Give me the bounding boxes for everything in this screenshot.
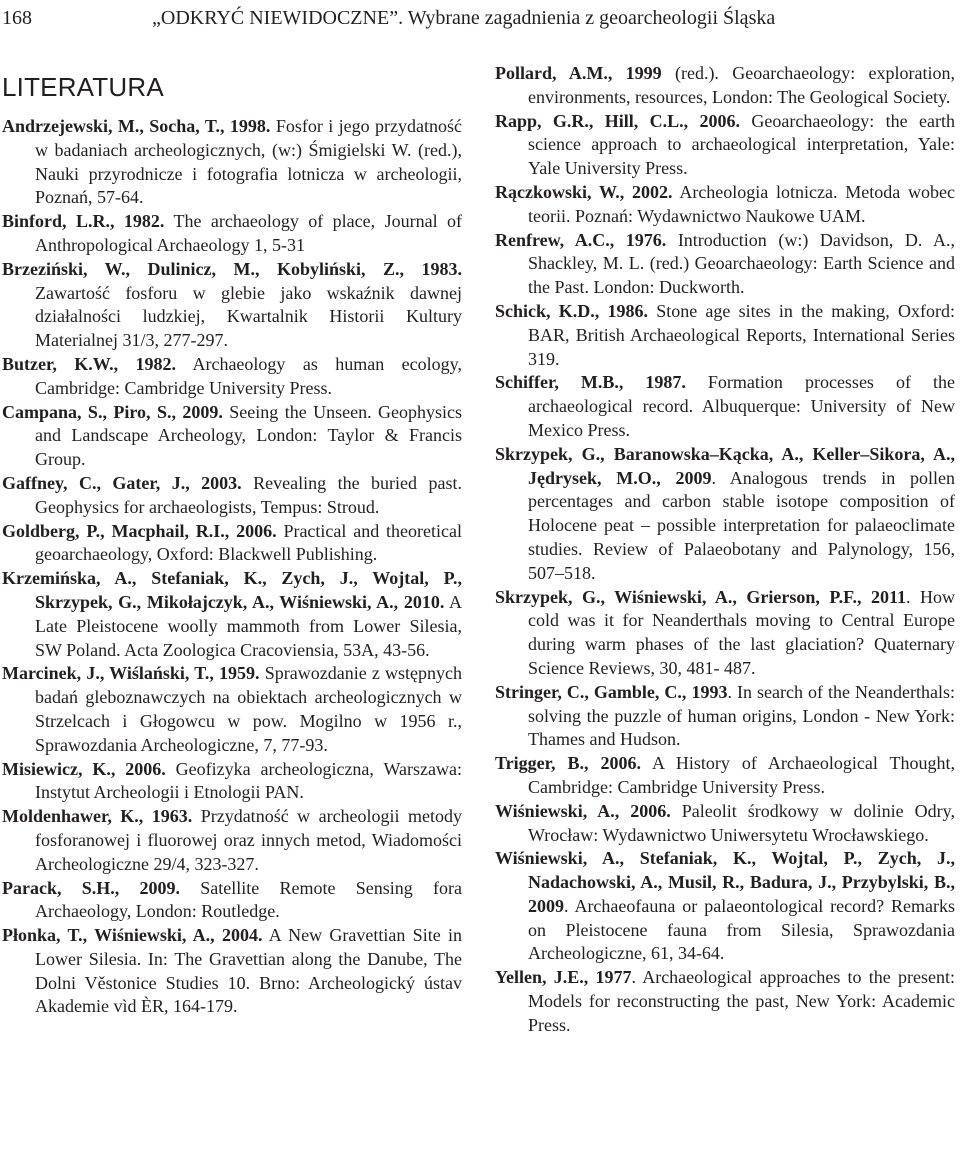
reference-authors: Binford, L.R., 1982. [2, 211, 165, 232]
reference-text: Geofizyka archeologiczna, Warszawa: Instytut Archeologii i Etnologii PAN. [35, 758, 462, 803]
reference-text: Formation processes of the archaeological record. Albuquerque: University of New Mexico Press. [528, 372, 955, 440]
reference-entry [495, 752, 955, 800]
reference-entry [2, 662, 462, 757]
reference-text: Przydatność w archeologii metody fosforanowej i fluorowej oraz innych metod, Wiadomości Archeologiczne 29/4, 323-327. [35, 806, 462, 874]
reference-authors: Yellen, J.E., 1977 [495, 967, 632, 988]
reference-authors: Goldberg, P., Macphail, R.I., 2006. [2, 520, 277, 541]
reference-entry [495, 371, 955, 442]
reference-authors: Płonka, T., Wiśniewski, A., 2004. [2, 925, 263, 946]
reference-authors: Krzemińska, A., Stefaniak, K., Zych, J., Wojtal, P., Skrzypek, G., Mikołajczyk, A., Wiśniewski, A., 2010. [2, 568, 462, 612]
reference-entry [2, 520, 462, 568]
reference-entry [495, 966, 955, 1037]
reference-authors: Wiśniewski, A., 2006. [495, 800, 671, 821]
reference-text: Zawartość fosforu w glebie jako wskaźnik dawnej działalności ludzkiej, Kwartalnik Historii Kultury Materialnej 31/3, 277-297. [35, 282, 462, 351]
reference-entry [495, 300, 955, 371]
reference-authors: Andrzejewski, M., Socha, T., 1998. [2, 116, 271, 136]
section-title: LITERATURA [2, 72, 164, 102]
reference-authors: Gaffney, C., Gater, J., 2003. [2, 472, 242, 493]
reference-entry [2, 924, 462, 1019]
reference-entry [2, 353, 462, 401]
reference-authors: Schiffer, M.B., 1987. [495, 372, 686, 393]
references-left-column [2, 115, 462, 1019]
reference-text: The archaeology of place, Journal of Anthropological Archaeology 1, 5-31 [35, 211, 462, 255]
reference-authors: Stringer, C., Gamble, C., 1993 [495, 681, 728, 702]
reference-text: . In search of the Neanderthals: solving the puzzle of human origins, London - New York: Thames and Hudson. [528, 681, 956, 750]
reference-text: . How cold was it for Neanderthals moving to Central Europe during warm phases of the last glaciation? Quaternary Science Reviews, 30, 481- 487. [528, 586, 956, 678]
reference-authors: Skrzypek, G., Baranowska–Kącka, A., Keller–Sikora, A., Jędrysek, M.O., 2009 [495, 443, 955, 488]
reference-authors: Brzeziński, W., Dulinicz, M., Kobyliński, Z., 1983. [2, 258, 462, 279]
reference-authors: Trigger, B., 2006. [495, 753, 641, 774]
reference-authors: Renfrew, A.C., 1976. [495, 229, 667, 250]
page-number: 168 [2, 7, 32, 29]
reference-entry [495, 586, 955, 681]
reference-text: Archaeology as human ecology, Cambridge: Cambridge University Press. [35, 353, 462, 398]
reference-text: Stone age sites in the making, Oxford: BAR, British Archaeological Reports, International Series 319. [528, 300, 955, 369]
reference-authors: Pollard, A.M., 1999 [495, 63, 662, 83]
reference-entry [495, 62, 955, 110]
reference-authors: Skrzypek, G., Wiśniewski, A., Grierson, P.F., 2011 [495, 586, 907, 607]
reference-text: A New Gravettian Site in Lower Silesia. In: The Gravettian along the Danube, The Dolni Věstonice Studies 10. Brno: Archeologický ústav Akademie vìd ÈR, 164-179. [35, 925, 462, 1017]
reference-authors: Campana, S., Piro, S., 2009. [2, 401, 223, 422]
reference-text: (red.). Geoarchaeology: exploration, environments, resources, London: The Geological Society. [528, 63, 955, 107]
reference-authors: Butzer, K.W., 1982. [2, 353, 177, 374]
reference-authors: Rapp, G.R., Hill, C.L., 2006. [495, 110, 740, 131]
reference-entry [495, 800, 955, 848]
reference-authors: Moldenhawer, K., 1963. [2, 806, 193, 827]
reference-text: Seeing the Unseen. Geophysics and Landscape Archeology, London: Taylor & Francis Group. [35, 401, 462, 470]
reference-text: Practical and theoretical geoarchaeology, Oxford: Blackwell Publishing. [35, 520, 462, 565]
reference-authors: Schick, K.D., 1986. [495, 300, 648, 321]
reference-text: A History of Archaeological Thought, Cambridge: Cambridge University Press. [528, 753, 955, 797]
reference-entry [2, 115, 462, 210]
reference-entry [2, 805, 462, 876]
reference-entry [495, 181, 955, 229]
reference-text: . Archaeological approaches to the present: Models for reconstructing the past, New York: Academic Press. [528, 967, 955, 1035]
reference-authors: Rączkowski, W., 2002. [495, 181, 673, 202]
reference-text: Sprawozdanie z wstępnych badań gleboznawczych na obiektach archeologicznych w Strzelcach i Głogowcu w pow. Mogilno w 1956 r., Sprawozdania Archeologiczne, 7, 77-93. [35, 663, 462, 755]
reference-entry [495, 229, 955, 300]
reference-authors: Misiewicz, K., 2006. [2, 758, 166, 779]
reference-entry [2, 472, 462, 520]
reference-authors: Marcinek, J., Wiślański, T., 1959. [2, 663, 260, 684]
reference-text: Geoarchaeology: the earth science approach to archaeological interpretation, Yale: Yale University Press. [528, 110, 956, 179]
reference-text: . Archaeofauna or palaeontological record? Remarks on Pleistocene fauna from Silesia, Sprawozdania Archeologiczne, 61, 34-64. [528, 895, 955, 964]
reference-entry [2, 210, 462, 258]
reference-text: Introduction (w:) Davidson, D. A., Shackley, M. L. (red.) Geoarchaeology: Earth Science and the Past. London: Duckworth. [528, 229, 955, 298]
reference-entry [495, 681, 955, 752]
references-right-column [495, 62, 955, 1038]
page-header [2, 3, 958, 33]
reference-text: A Late Pleistocene woolly mammoth from Lower Silesia, SW Poland. Acta Zoologica Cracoviensia, 53A, 43-56. [35, 591, 462, 660]
reference-entry [495, 110, 955, 181]
reference-text: . Analogous trends in pollen percentages and carbon stable isotope composition of Holocene peat – possible interpretation for palaeoclimate studies. Review of Palaeobotany and Palynology, 156, 507–518. [528, 467, 956, 583]
running-head: „ODKRYĆ NIEWIDOCZNE”. Wybrane zagadnienia z geoarcheologii Śląska [152, 7, 776, 29]
reference-entry [2, 877, 462, 925]
reference-entry [2, 758, 462, 806]
reference-text: Fosfor i jego przydatność w badaniach archeologicznych, (w:) Śmigielski W. (red.), Nauki przyrodnicze i fotografia lotnicza w archeologii, Poznań, 57-64. [35, 116, 462, 208]
reference-text: Revealing the buried past. Geophysics for archaeologists, Tempus: Stroud. [35, 472, 462, 517]
reference-entry [495, 443, 955, 586]
reference-entry [2, 258, 462, 353]
reference-authors: Wiśniewski, A., Stefaniak, K., Wojtal, P., Zych, J., Nadachowski, A., Musil, R., Badura, J., Przybylski, B., 2009 [495, 848, 955, 916]
reference-text: Satellite Remote Sensing fora Archaeology, London: Routledge. [35, 877, 462, 922]
reference-authors: Parack, S.H., 2009. [2, 877, 181, 898]
reference-text: Paleolit środkowy w dolinie Odry, Wrocław: Wydawnictwo Uniwersytetu Wrocławskiego. [528, 800, 955, 845]
reference-entry [2, 401, 462, 472]
reference-entry [2, 567, 462, 662]
reference-text: Archeologia lotnicza. Metoda wobec teorii. Poznań: Wydawnictwo Naukowe UAM. [528, 181, 956, 226]
reference-entry [495, 847, 955, 966]
